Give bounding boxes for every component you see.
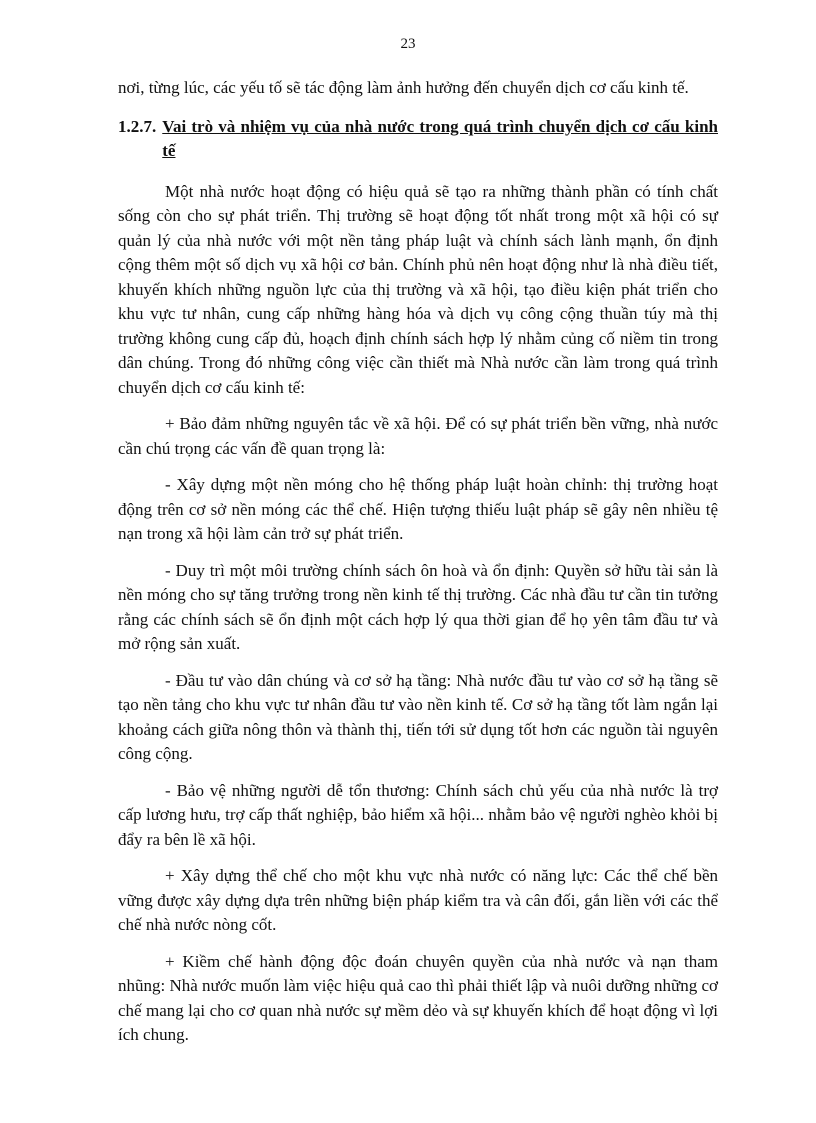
section-title: Vai trò và nhiệm vụ của nhà nước trong quá trình chuyển dịch cơ cấu kinh tế (162, 116, 718, 160)
continuation-paragraph: nơi, từng lúc, các yếu tố sẽ tác động làm ảnh hưởng đến chuyển dịch cơ cấu kinh tế. (118, 78, 689, 97)
page-content (118, 76, 718, 1060)
body-paragraph: - Xây dựng một nền móng cho hệ thống pháp luật hoàn chỉnh: thị trường hoạt động trên cơ sở nền móng các thể chế. Hiện tượng thiếu luật pháp sẽ gây nên nhiều tệ nạn trong xã hội làm cản trở sự phát triển. (118, 475, 718, 543)
body-paragraph: Một nhà nước hoạt động có hiệu quả sẽ tạo ra những thành phần có tính chất sống còn cho sự phát triển. Thị trường sẽ hoạt động tốt nhất trong một xã hội có sự quản lý của nhà nước với một nền tảng pháp luật và chính sách lành mạnh, ổn định cộng thêm một số dịch vụ xã hội cơ bản. Chính phủ nên hoạt động như là nhà điều tiết, khuyến khích những nguồn lực của thị trường và xã hội, tạo điều kiện phát triển cho khu vực tư nhân, cung cấp những hàng hóa và dịch vụ công cộng thuần túy mà thị trường không cung cấp đủ, hoạch định chính sách hợp lý nhằm củng cố niềm tin trong dân chúng. Trong đó những công việc cần thiết mà Nhà nước cần làm trong quá trình chuyển dịch cơ cấu kinh tế: (118, 181, 718, 397)
body-paragraph: - Bảo vệ những người dễ tổn thương: Chính sách chủ yếu của nhà nước là trợ cấp lương hưu, trợ cấp thất nghiệp, bảo hiểm xã hội... nhằm bảo vệ người nghèo khỏi bị đẩy ra bên lề xã hội. (118, 780, 718, 849)
section-number: 1.2.7. (118, 116, 157, 136)
body-paragraph: - Đầu tư vào dân chúng và cơ sở hạ tầng: Nhà nước đầu tư vào cơ sở hạ tầng sẽ tạo nền tảng cho khu vực tư nhân đầu tư vào nền kinh tế. Cơ sở hạ tầng tốt làm ngắn lại khoảng cách giữa nông thôn và thành thị, tiến tới sử dụng tốt hơn các nguồn tài nguyên công cộng. (118, 670, 718, 763)
body-paragraph: + Xây dựng thể chế cho một khu vực nhà nước có năng lực: Các thể chế bền vững được xây dựng dựa trên những biện pháp kiểm tra và cân đối, gắn liền với các thể chế nhà nước nòng cốt. (118, 866, 718, 934)
body-paragraph: - Duy trì một môi trường chính sách ôn hoà và ổn định: Quyền sở hữu tài sản là nền móng cho sự tăng trưởng trong nền kinh tế thị trường. Các nhà đầu tư cần tin tưởng rằng các chính sách sẽ ổn định một cách hợp lý qua thời gian để họ yên tâm đầu tư và mở rộng sản xuất. (118, 560, 718, 653)
body-paragraph: + Bảo đảm những nguyên tắc về xã hội. Để có sự phát triển bền vững, nhà nước cần chú trọng các vấn đề quan trọng là: (118, 414, 718, 458)
page-number: 23 (400, 36, 416, 52)
body-paragraph: + Kiềm chế hành động độc đoán chuyên quyền của nhà nước và nạn tham nhũng: Nhà nước muốn làm việc hiệu quả cao thì phải thiết lập và nuôi dưỡng những cơ chế mang lại cho cơ quan nhà nước sự mềm dẻo và sự khuyến khích để hoạt động vì lợi ích chung. (118, 951, 718, 1044)
section-heading (118, 115, 718, 164)
